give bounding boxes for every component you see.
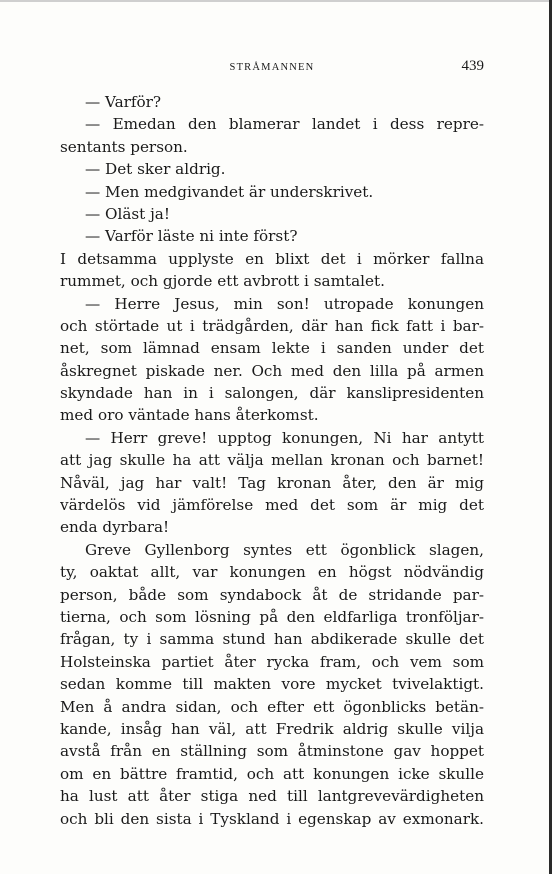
text-line: rummet, och gjorde ett avbrott i samtalet. [60, 272, 385, 291]
text-line: Holsteinska partiet åter rycka fram, och vem som [60, 652, 484, 671]
text-line: — Herre Jesus, min son! utropade konungen [85, 294, 484, 313]
text-line: värdelös vid jämförelse med det som är mig det [60, 496, 484, 515]
text-line: — Herr greve! upptog konungen, Ni har antytt [85, 428, 484, 447]
text-line: att jag skulle ha att välja mellan kronan och barnet! [60, 451, 484, 470]
text-line: tierna, och som lösning på den eldfarliga tronföljar- [60, 607, 484, 626]
text-line: — Oläst ja! [85, 204, 170, 223]
text-line: ty, oaktat allt, var konungen en högst nödvändig [60, 563, 484, 582]
text-line: skyndade han in i salongen, där kanslipresidenten [60, 384, 484, 403]
page-header [60, 58, 484, 80]
text-line: Nåväl, jag har valt! Tag kronan åter, den är mig [60, 473, 484, 492]
text-line: med oro väntade hans återkomst. [60, 406, 319, 425]
text-line: sedan komme till makten vore mycket tvivelaktigt. [60, 675, 484, 694]
text-line: — Varför läste ni inte först? [85, 227, 298, 246]
text-line: enda dyrbara! [60, 518, 170, 537]
page-top-edge [0, 0, 552, 2]
running-title: STRÅMANNEN [229, 62, 315, 73]
text-line: kande, insåg han väl, att Fredrik aldrig skulle vilja [60, 719, 484, 738]
text-line: ha lust att åter stiga ned till lantgrevevärdigheten [60, 787, 484, 806]
text-line: och störtade ut i trädgården, där han fick fatt i bar- [60, 316, 484, 335]
text-line: person, både som syndabock åt de stridande par- [60, 585, 484, 604]
text-line: frågan, ty i samma stund han abdikerade skulle det [60, 630, 484, 649]
page-number: 439 [461, 58, 484, 74]
text-line: Men å andra sidan, och efter ett ögonblicks betän- [60, 697, 484, 716]
text-line: åskregnet piskade ner. Och med den lilla på armen [60, 361, 484, 380]
body-text [60, 91, 484, 830]
text-line: om en bättre framtid, och att konungen icke skulle [60, 764, 484, 783]
text-line: Greve Gyllenborg syntes ett ögonblick slagen, [85, 540, 484, 559]
text-line: — Det sker aldrig. [85, 160, 226, 179]
text-line: och bli den sista i Tyskland i egenskap av exmonark. [60, 809, 484, 828]
text-line: sentants person. [60, 137, 188, 156]
text-line: net, som lämnad ensam lekte i sanden under det [60, 339, 484, 358]
text-line: I detsamma upplyste en blixt det i mörker fallna [60, 249, 484, 268]
text-line: — Varför? [85, 93, 162, 111]
text-line: — Emedan den blamerar landet i dess repre- [85, 115, 484, 134]
text-line: avstå från en ställning som åtminstone gav hoppet [60, 742, 484, 761]
text-line: — Men medgivandet är underskrivet. [85, 182, 374, 201]
